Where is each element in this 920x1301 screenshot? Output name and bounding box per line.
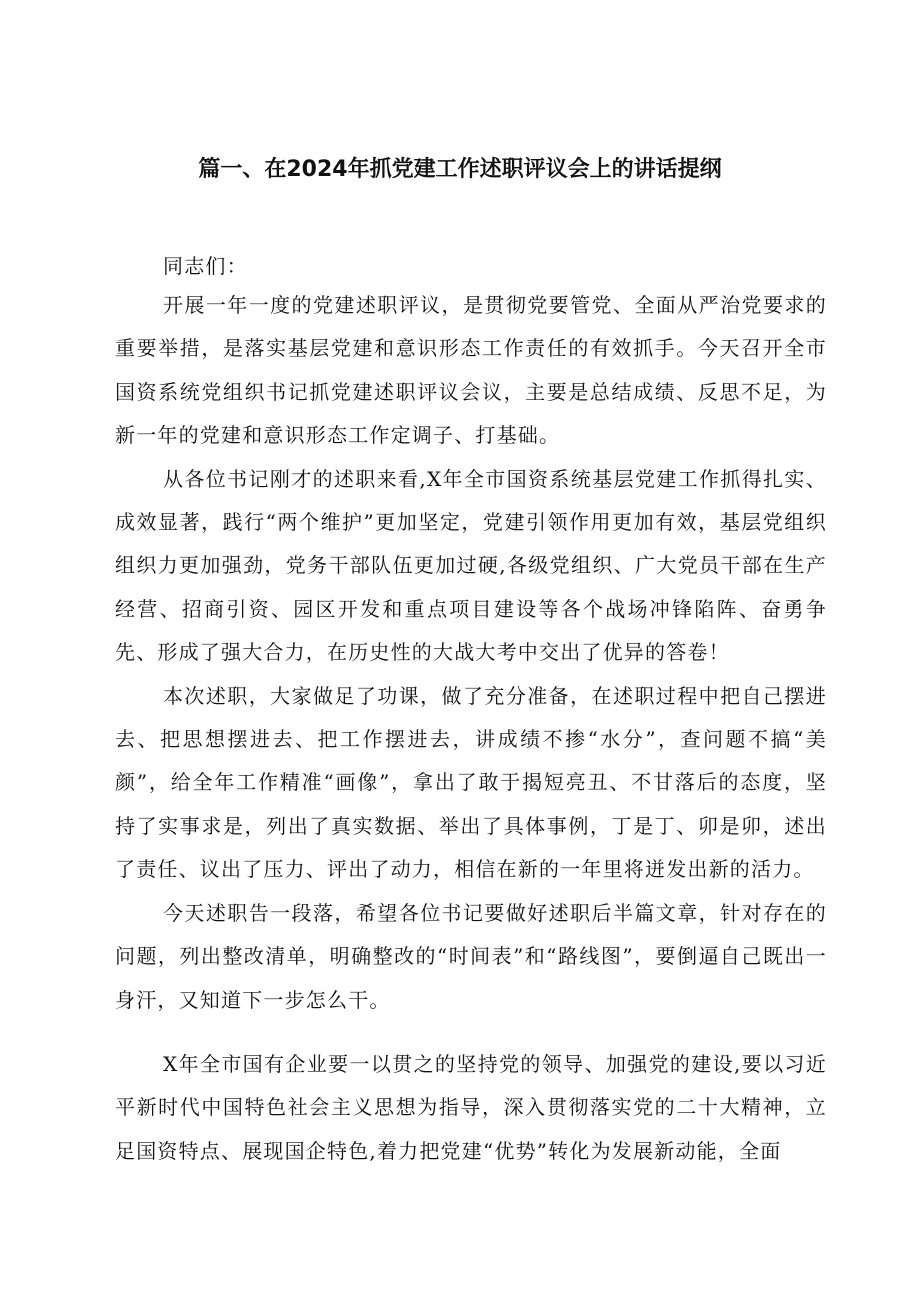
paragraph-3: 本次述职，大家做足了功课，做了充分准备，在述职过程中把自己摆进去、把思想摆进去、把工作摆进去，讲成绩不掺“水分”，查问题不搞“美颜”，给全年工作精准“画像”，拿出了敢于揭短亮丑、不甘落后的态度，坚持了实事求是，列出了真实数据、举出了具体事例，丁是丁、卯是卯，述出了责任、议出了压力、评出了动力，相信在新的一年里将迸发出新的活力。 <box>115 683 827 882</box>
paragraph-2: 从各位书记刚才的述职来看,X年全市国资系统基层党建工作抓得扎实、成效显著，践行“两个维护”更加坚定，党建引领作用更加有效，基层党组织组织力更加强劲，党务干部队伍更加过硬,各级党组织、广大党员干部在生产经营、招商引资、园区开发和重点项目建设等各个战场冲锋陷阵、奋勇争先、形成了强大合力，在历史性的大战大考中交出了优异的答卷！ <box>115 466 827 665</box>
paragraph-4: 今天述职告一段落，希望各位书记要做好述职后半篇文章，针对存在的问题，列出整改清单，明确整改的“时间表”和“路线图”，要倒逼自己既出一身汗，又知道下一步怎么干。 <box>115 900 827 1012</box>
document-title: 篇一、在2024年抓党建工作述职评议会上的讲话提纲 <box>198 157 722 182</box>
section-paragraph: X年全市国有企业要一以贯之的坚持党的领导、加强党的建设,要以习近平新时代中国特色社会主义思想为指导，深入贯彻落实党的二十大精神，立足国资特点、展现国企特色,着力把党建“优势”转化为发展新动能，全面 <box>115 1052 827 1163</box>
body-text <box>115 284 827 1022</box>
section-text <box>115 1043 827 1173</box>
salutation: 同志们： <box>163 254 248 278</box>
paragraph-1: 开展一年一度的党建述职评议，是贯彻党要管党、全面从严治党要求的重要举措，是落实基层党建和意识形态工作责任的有效抓手。今天召开全市国资系统党组织书记抓党建述职评议会议，主要是总结成绩、反思不足，为新一年的党建和意识形态工作定调子、打基础。 <box>115 293 827 448</box>
